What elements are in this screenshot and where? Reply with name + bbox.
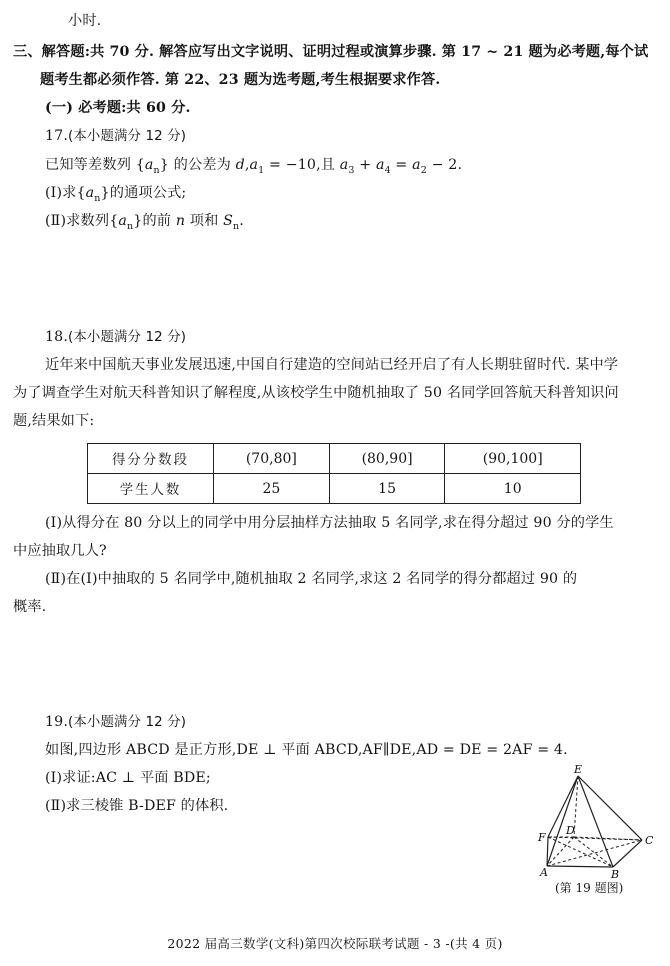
table-row-ranges <box>88 444 581 474</box>
section3-instructions-line1: 三、解答题:共 70 分. 解答应写出文字说明、证明过程或演算步骤. 第 17 ~ 21 题为必考题,每个试 <box>13 44 649 60</box>
q19-number: 19. <box>45 714 69 730</box>
table-cell-count: 25 <box>214 474 330 504</box>
table-cell-count: 10 <box>445 474 581 504</box>
q18-points: (本小题满分 12 分) <box>68 330 187 345</box>
q19-heading <box>45 712 186 733</box>
q18-part2-line1: (Ⅱ)在(Ⅰ)中抽取的 5 名同学中,随机抽取 2 名同学,求这 2 名同学的得分都超过 90 的 <box>45 571 578 587</box>
q17-heading <box>45 126 186 147</box>
q18-intro-line2: 为了调查学生对航天科普知识了解程度,从该校学生中随机抽取了 50 名同学回答航天科普知识问 <box>13 385 619 401</box>
vertex-label-B: B <box>611 868 620 880</box>
table-row-counts <box>88 474 581 504</box>
table-cell-range: (70,80] <box>214 444 330 474</box>
edge-FA <box>547 837 548 866</box>
q17-given: 已知等差数列 $\{a_n\}$ 的公差为 $d,a_1 = -10$,且 $a_3 + a_4 = a_2 - 2$. <box>45 157 463 176</box>
q19-points: (本小题满分 12 分) <box>68 715 187 730</box>
q18-heading <box>45 327 186 348</box>
vertex-label-C: C <box>645 834 654 847</box>
section3-instructions-line2: 题考生都必须作答. 第 22、23 题为选考题,考生根据要求作答. <box>40 72 441 88</box>
pyramid-figure <box>534 764 658 880</box>
q19-given: 如图,四边形 ABCD 是正方形,DE ⊥ 平面 ABCD,AF∥DE,AD = DE = 2AF = 4. <box>45 742 568 758</box>
q18-intro-line1: 近年来中国航天事业发展迅速,中国自行建造的空间站已经开启了有人长期驻留时代. 某中学 <box>45 357 619 373</box>
table-header-student-count: 学生人数 <box>88 474 214 504</box>
vertex-label-A: A <box>540 866 548 879</box>
q19-part2: (Ⅱ)求三棱锥 B-DEF 的体积. <box>45 798 229 814</box>
table-cell-range: (80,90] <box>329 444 445 474</box>
q19-part1: (Ⅰ)求证:AC ⊥ 平面 BDE; <box>45 770 211 786</box>
edge-EA <box>547 776 578 866</box>
score-distribution-table <box>87 443 581 504</box>
previous-page-fragment: 小时. <box>68 13 102 29</box>
q18-part1-line2: 中应抽取几人? <box>13 543 107 559</box>
q17-points: (本小题满分 12 分) <box>68 129 187 144</box>
hidden-edge-DA <box>547 837 574 866</box>
vertex-label-E: E <box>574 764 583 776</box>
required-section-heading: (一) 必考题:共 60 分. <box>45 100 191 116</box>
edge-EC <box>578 776 642 840</box>
q17-part1: (Ⅰ)求$\{a_n\}$的通项公式; <box>45 185 187 204</box>
vertex-label-D: D <box>566 824 575 837</box>
table-header-score-range: 得分分数段 <box>88 444 214 474</box>
table-cell-range: (90,100] <box>445 444 581 474</box>
edge-AB <box>547 866 613 867</box>
q17-number: 17. <box>45 128 69 144</box>
vertex-label-F: F <box>538 831 546 844</box>
q18-number: 18. <box>45 329 69 345</box>
q17-part2: (Ⅱ)求数列$\{a_n\}$的前 n 项和 $S_n$. <box>45 213 244 232</box>
q18-part1-line1: (Ⅰ)从得分在 80 分以上的同学中用分层抽样方法抽取 5 名同学,求在得分超过 90 分的学生 <box>45 515 614 531</box>
figure-caption: (第 19 题图) <box>555 881 624 895</box>
q18-part2-line2: 概率. <box>13 599 47 615</box>
page-footer: 2022 届高三数学(文科)第四次校际联考试题 - 3 -(共 4 页) <box>167 936 503 951</box>
q18-intro-line3: 题,结果如下: <box>13 413 95 429</box>
table-cell-count: 15 <box>329 474 445 504</box>
